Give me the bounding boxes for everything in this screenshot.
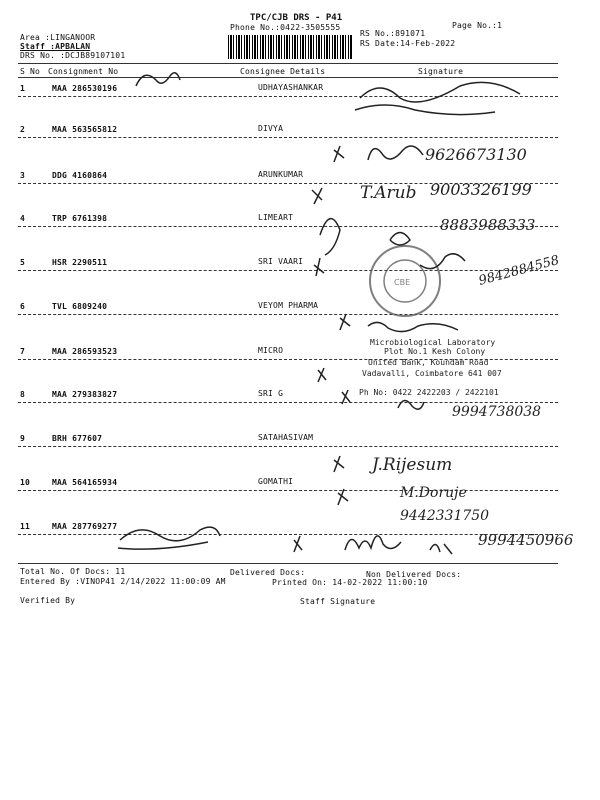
signature-row-6 [368,322,458,331]
row-consignee: VEYOM PHARMA [258,301,319,310]
handwritten-phone-8: 9994738038 [452,404,542,420]
handwritten-phone-11: 9994450966 [478,531,574,549]
row-sno: 10 [20,478,31,487]
signature-row-1b [355,105,495,115]
row-consignee: DIVYA [258,124,284,133]
row-consignee: GOMATHI [258,477,294,486]
tick-row-5 [314,258,324,276]
entered-by: Entered By :VINOP41 2/14/2022 11:00:09 AM [20,577,226,586]
phone-number: Phone No.:0422-3505555 [230,23,341,32]
non-delivered-docs: Non Delivered Docs: [366,570,462,579]
tick-row-4 [320,219,340,255]
tick-row-3 [312,188,322,204]
page-number: Page No.:1 [452,21,503,30]
handwritten-phone-4: 8883988333 [440,216,536,234]
row-consignment: MAA 563565812 [52,125,118,134]
drs-number: DRS No. :DCJB89107101 [20,51,126,60]
row-sno: 3 [20,171,26,180]
signature-row-1 [360,82,520,102]
handwritten-phone-3: 9003326199 [430,180,532,199]
handwritten-phone-5: 9842884558 [477,252,561,289]
delivered-docs: Delivered Docs: [230,568,306,577]
tick-row-7 [318,368,326,382]
signature-row-5 [420,254,465,269]
row-sno: 5 [20,258,26,267]
rs-number: RS No.:891071 [360,29,426,38]
svg-text:CBE: CBE [394,278,411,287]
stamp-line-4: Vadavalli, Coimbatore 641 007 [362,369,502,378]
row-sno: 9 [20,434,26,443]
row-consignment: MAA 564165934 [52,478,118,487]
stamp-line-1: Microbiological Laboratory [370,338,496,347]
row-consignment: DDG 4160864 [52,171,108,180]
col-consignee: Consignee Details [240,67,326,76]
row-consignee: SRI G [258,389,284,398]
col-signature: Signature [418,67,464,76]
row-consignment: TVL 6809240 [52,302,108,311]
row-sno: 2 [20,125,26,134]
signature-row-11 [345,536,401,550]
stamp-line-5: Ph No: 0422 2422203 / 2422101 [359,388,499,397]
tick-row-6 [340,314,350,330]
stamp-line-3: United Bank, Koundam Road [368,358,489,367]
signature-initials-1 [136,73,180,86]
row-consignment: MAA 279383827 [52,390,118,399]
row-sno: 6 [20,302,26,311]
row-consignee: ARUNKUMAR [258,170,304,179]
signature-row-2 [368,146,423,160]
tick-row-2 [334,146,344,162]
rs-date: RS Date:14-Feb-2022 [360,39,456,48]
handwritten-phone-10: 9442331750 [400,508,490,524]
row-consignee: SRI VAARI [258,257,304,266]
row-consignment: MAA 286530196 [52,84,118,93]
handwritten-name-10: M.Doruje [400,485,467,501]
row-consignee: MICRO [258,346,284,355]
handwritten-name-3: T.Arub [360,183,417,203]
verified-by: Verified By [20,596,76,605]
row-sno: 8 [20,390,26,399]
total-docs: Total No. Of Docs: 11 [20,567,126,576]
area-label: Area :LINGANOOR [20,33,96,42]
row-sno: 11 [20,522,31,531]
row-consignee: UDHAYASHANKAR [258,83,324,92]
signature-row-8 [398,400,424,409]
tick-row-8 [342,390,350,404]
col-consignment: Consignment No [48,67,119,76]
staff-label: Staff :APBALAN [20,42,91,51]
row-consignment: TRP 6761398 [52,214,108,223]
row-sno: 7 [20,347,26,356]
col-sno: S No [20,67,41,76]
row-consignment: MAA 286593523 [52,347,118,356]
tick-row-10 [338,489,348,505]
staff-signature: Staff Signature [300,597,376,606]
report-title: TPC/CJB DRS - P41 [250,13,343,23]
tick-row-9 [334,456,344,472]
row-sno: 4 [20,214,26,223]
signature-row-11-left [120,527,220,541]
tick-row-11 [294,536,302,552]
row-consignee: LIMEART [258,213,294,222]
signature-row-11-left-b [118,542,208,549]
company-stamp [370,246,440,316]
handwritten-name-9: J.Rijesum [372,455,453,475]
row-consignment: HSR 2290511 [52,258,108,267]
row-consignee: SATAHASIVAM [258,433,314,442]
signature-date-11 [430,544,452,554]
row-consignment: MAA 287769277 [52,522,118,531]
signature-row-4 [390,233,410,246]
row-sno: 1 [20,84,26,93]
printed-on: Printed On: 14-02-2022 11:00:10 [272,578,428,587]
stamp-line-2: Plot No.1 Kesh Colony [384,347,486,356]
handwritten-phone-2: 9626673130 [425,145,527,164]
row-consignment: BRH 677607 [52,434,103,443]
